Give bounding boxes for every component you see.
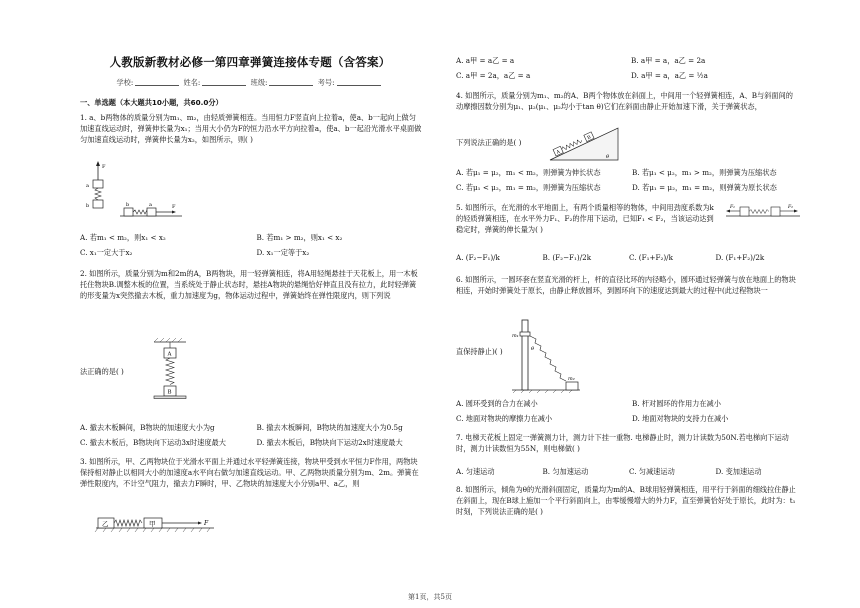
q5-option-d[interactable]: D. (F₁+F₂)/2k (715, 253, 765, 262)
question-4-text: 4. 如图所示，质量分别为m₁、m₂的A、B两个物体放在斜面上，中间用一个轻弹簧相连，A、B与斜面间的动摩擦因数分别为μ₁、μ₂(μ₁、μ₂均小于tan θ)它们在斜面由静止开始加速下滑，关于弹簧状态， (456, 91, 793, 112)
q5-label-f1: F₁ (730, 205, 735, 210)
q6-option-d[interactable]: D. 地面对物块的支持力在减小 (632, 414, 729, 424)
q4-label-b-block: B (586, 135, 592, 142)
q6-label-theta: θ (531, 346, 535, 352)
question-7-text: 7. 电梯天花板上固定一弹簧测力计，测力计下挂一重物. 电梯静止时，测力计读数为50N.若电梯向下运动时，测力计读数恒为55N，则电梯做( ) (456, 433, 789, 454)
q7-option-d[interactable]: D. 变加速运动 (715, 467, 762, 476)
q1-label-a-side: a (149, 202, 152, 208)
document-title: 人教版新教材必修一第四章弹簧连接体专题（含答案） (109, 55, 391, 69)
q2-option-d[interactable]: D. 撤去木板后，B物块向下运动2x时速度最大 (256, 438, 403, 448)
q3-option-a[interactable]: A. a甲 = a乙 = a (456, 56, 515, 65)
q7-option-c[interactable]: C. 匀减速运动 (629, 467, 675, 476)
q6-option-a[interactable]: A. 圆环受到的合力在减小 (456, 399, 538, 408)
question-7-options (456, 466, 798, 477)
school-label: 学校: (116, 78, 134, 87)
q1-label-f-side: F (172, 204, 176, 210)
question-1-figure (84, 160, 184, 220)
question-7 (456, 432, 798, 454)
question-6-text-after: 直保持静止)( ) (456, 347, 503, 356)
q2-label-b: B (167, 389, 172, 396)
class-label: 班级: (250, 78, 268, 87)
exam-no-label: 考号: (317, 78, 335, 87)
question-3 (80, 456, 423, 489)
page-footer: 第1页，共5页 (408, 593, 452, 601)
q5-label-f2: F₂ (788, 205, 793, 210)
exam-no-blank (337, 79, 381, 86)
q3-label-jia: 甲 (149, 520, 156, 528)
q3-option-c[interactable]: C. a甲 = 2a，a乙 = a (456, 71, 531, 81)
question-2-tail (80, 366, 180, 377)
q1-label-f-top: F (102, 164, 106, 170)
class-blank (269, 79, 313, 86)
q6-option-b[interactable]: B. 杆对圆环的作用力在减小 (632, 399, 721, 408)
question-5-text: 5. 如图所示，在光滑的水平地面上，有两个质量相等的物体，中间用劲度系数为k的轻质弹簧相连，在水平外力F₁、F₂的作用下运动，已知F₁ < F₂，当该运动达到稳定时，弹簧的伸长量为( ) (456, 203, 714, 235)
q3-label-f: F (204, 520, 209, 527)
question-1 (80, 112, 423, 145)
question-3-figure (96, 508, 216, 532)
q6-option-c[interactable]: C. 地面对物块的摩擦力在减小 (456, 414, 553, 424)
question-6-figure (512, 320, 582, 392)
q6-label-m2: m₂ (568, 376, 575, 382)
question-2-options (80, 422, 423, 448)
q3-label-yi: 乙 (102, 520, 109, 528)
question-3-options (456, 55, 796, 81)
section-title: 一、单选题（本大题共10小题，共60.0分） (80, 98, 223, 107)
q7-option-b[interactable]: B. 匀加速运动 (542, 467, 589, 476)
question-5-figure (726, 202, 800, 218)
question-4 (456, 90, 798, 112)
name-label: 姓名: (183, 78, 201, 87)
q4-option-d[interactable]: D. 若μ₁ = μ₂，m₁ = m₂，则弹簧为原长状态 (632, 183, 777, 193)
q2-label-a: A (167, 351, 172, 358)
q1-option-b[interactable]: B. 若m₁ > m₂，则x₁ < x₂ (256, 233, 343, 242)
question-2-text-after: 法正确的是( ) (80, 367, 124, 376)
q1-label-a-top: a (86, 183, 89, 189)
question-4-tail (456, 137, 556, 148)
question-8-text: 8. 如图所示，倾角为θ的光滑斜面固定，质量均为m的A、B球用轻弹簧相连，用平行于斜面的细线拉住静止在斜面上，现在B球上施加一个平行斜面向上，由零缓慢增大的外力F，直至弹簧恰好处于原长，此时为：t₁时刻，下列说法正确的是( ) (456, 485, 796, 517)
question-3-text: 3. 如图所示，甲、乙两物块位于光滑水平面上并通过水平轻弹簧连接，物块甲受到水平恒力F作用，两物块保持相对静止以相同大小的加速度a水平向右做匀加速直线运动。甲、乙两物块质量分别为m、2m。弹簧在弹性限度内，不计空气阻力，撤去力F瞬时，甲、乙物块的加速度大小分别a甲、a乙，则 (80, 457, 419, 489)
q2-option-c[interactable]: C. 撤去木板后，B物块向下运动3x时速度最大 (80, 438, 226, 448)
student-info-line (76, 77, 423, 88)
q3-option-d[interactable]: D. a甲 = a，a乙 = ½a (631, 71, 708, 81)
q4-label-theta: θ (606, 154, 610, 160)
q2-option-a[interactable]: A. 撤去木板瞬间，B物块的加速度大小为g (80, 423, 215, 432)
question-6-options (456, 398, 798, 424)
q4-option-c[interactable]: C. 若μ₁ < μ₂，m₁ = m₂，则弹簧为压缩状态 (456, 183, 601, 193)
question-2-text: 2. 如图所示，质量分别为m和2m的A，B两物块，用一轻弹簧相连，将A用轻绳悬挂于天花板上，用一木板托住物块B.调整木板的位置，当系统处于静止状态时，悬挂A物块的悬绳恰好伸直且没有拉力，此时轻弹簧的形变量为x突然撤去木板，重力加速度为g，物体运动过程中，弹簧始终在弹性限度内，则下列说 (80, 269, 418, 301)
question-4-options (456, 167, 798, 193)
q4-label-a-block: A (555, 149, 561, 156)
q1-option-c[interactable]: C. x₁一定大于x₂ (80, 248, 133, 258)
question-8 (456, 484, 798, 517)
q1-label-b-top: b (86, 203, 90, 209)
q5-option-a[interactable]: A. (F₂−F₁)/k (456, 253, 500, 262)
question-1-text: 1. a、b两物体的质量分别为m₁、m₂，由轻质弹簧相连。当用恒力F竖直向上拉着a，使a、b一起向上做匀加速直线运动时，弹簧伸长量为x₁；当用大小仍为F的恒力沿水平方向拉着a，使a、b一起沿光滑水平桌面做匀加速直线运动时，弹簧伸长量为x₂，如图所示，则( ) (80, 113, 422, 145)
question-5-options (456, 252, 798, 263)
question-2 (80, 268, 423, 301)
question-6-tail (456, 346, 516, 357)
q3-option-b[interactable]: B. a甲 = a，a乙 = 2a (631, 56, 706, 65)
question-4-text-after: 下列说法正确的是( ) (456, 138, 522, 147)
q2-option-b[interactable]: B. 撤去木板瞬间，B物块的加速度大小为0.5g (256, 423, 403, 432)
q1-option-d[interactable]: D. x₁一定等于x₂ (256, 248, 310, 258)
name-blank (202, 79, 246, 86)
q4-option-a[interactable]: A. 若μ₁ = μ₂，m₁ < m₂，则弹簧为伸长状态 (456, 168, 601, 177)
school-blank (135, 79, 179, 86)
question-1-options (80, 232, 423, 258)
question-5 (456, 202, 720, 235)
q5-option-b[interactable]: B. (F₂−F₁)/2k (542, 253, 592, 262)
q4-option-b[interactable]: B. 若μ₁ < μ₂，m₁ > m₂，则弹簧为压缩状态 (632, 168, 777, 177)
q1-option-a[interactable]: A. 若m₁ < m₂，则x₁ < x₂ (80, 233, 166, 242)
question-6-text: 6. 如图所示，一圆环套在竖直光滑的杆上，杆的直径比环的内径略小，圆环通过轻弹簧与放在地面上的物块相连，开始时弹簧处于原长，由静止释放圆环，到圆环向下的速度达到最大的过程中(此过程物块一 (456, 275, 796, 296)
question-4-figure (548, 124, 620, 162)
q1-label-b-side: b (126, 202, 130, 208)
q6-label-m1: m₁ (512, 333, 519, 339)
question-6 (456, 274, 798, 296)
q5-option-c[interactable]: C. (F₁+F₂)/k (629, 253, 673, 262)
q7-option-a[interactable]: A. 匀速运动 (456, 467, 495, 476)
